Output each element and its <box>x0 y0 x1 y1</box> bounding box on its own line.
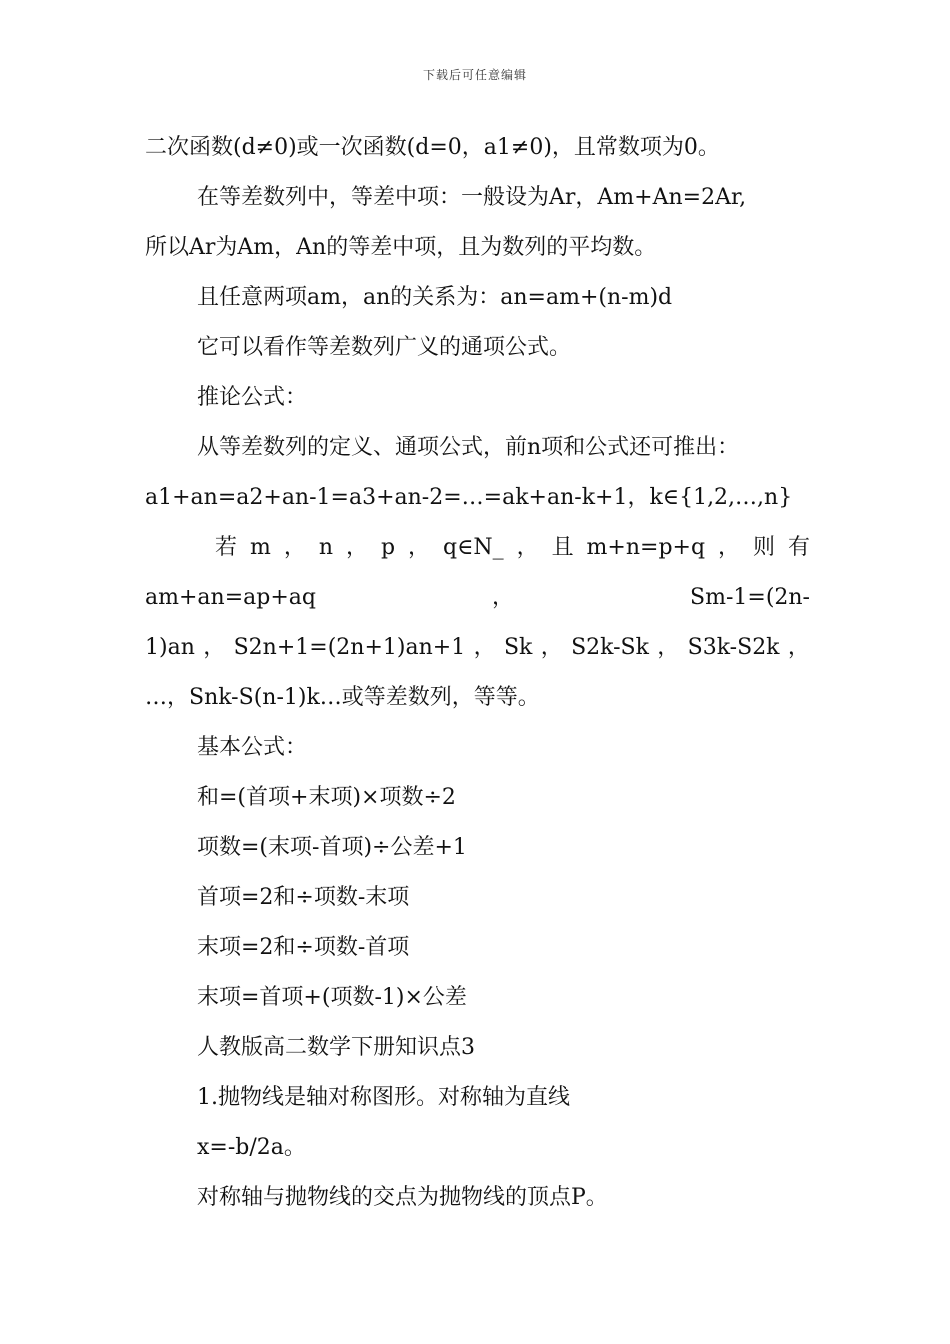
formula-line: 末项=2和÷项数-首项 <box>197 935 410 960</box>
justified-token: 若 <box>215 535 238 560</box>
justified-token: q∈N_ <box>442 535 504 560</box>
justified-token: Sk <box>503 635 533 660</box>
justified-token: 则 <box>753 535 776 560</box>
justified-token: am+an=ap+aq <box>145 585 316 610</box>
formula-line: x=-b/2a。 <box>197 1135 306 1160</box>
justified-token: ， <box>718 535 741 560</box>
paragraph-line: 且任意两项am，an的关系为：an=am+(n-m)d <box>197 285 673 310</box>
paragraph-line: a1+an=a2+an-1=a3+an-2=…=ak+an-k+1，k∈{1,2,…,n} <box>145 485 793 510</box>
paragraph-line: 对称轴与抛物线的交点为抛物线的顶点P。 <box>197 1185 608 1210</box>
justified-line <box>145 628 810 678</box>
justified-token: ， <box>408 535 431 560</box>
document-body <box>145 128 810 1228</box>
section-heading: 人教版高二数学下册知识点3 <box>197 1035 475 1060</box>
formula-line: 和=(首项+末项)×项数÷2 <box>197 785 456 810</box>
formula-line: 项数=(末项-首项)÷公差+1 <box>197 835 467 860</box>
page-header: 下载后可任意编辑 <box>422 68 527 82</box>
paragraph-line: 1.抛物线是轴对称图形。对称轴为直线 <box>197 1085 570 1110</box>
justified-token: ， <box>473 635 496 660</box>
justified-token: ， <box>540 635 563 660</box>
justified-token: S2n+1=(2n+1)an+1 <box>233 635 466 660</box>
justified-token: m <box>249 535 271 560</box>
justified-token: 有 <box>787 535 810 560</box>
justified-token: m+n=p+q <box>586 535 706 560</box>
justified-token: ， <box>203 635 226 660</box>
paragraph-line: 二次函数(d≠0)或一次函数(d=0，a1≠0)，且常数项为0。 <box>145 135 720 160</box>
paragraph-line: 所以Ar为Am，An的等差中项，且为数列的平均数。 <box>145 235 657 260</box>
justified-token: 且 <box>551 535 574 560</box>
justified-token: p <box>380 535 396 560</box>
formula-line: 首项=2和÷项数-末项 <box>197 885 410 910</box>
justified-token: ， <box>787 635 810 660</box>
justified-token: ， <box>283 535 306 560</box>
justified-token: S3k-S2k <box>687 635 780 660</box>
justified-token: ， <box>516 535 539 560</box>
formula-line: 末项=首项+(项数-1)×公差 <box>197 985 467 1010</box>
justified-line <box>145 528 810 578</box>
justified-token: ， <box>491 585 514 610</box>
paragraph-line: 推论公式： <box>197 385 308 410</box>
justified-token: S2k-Sk <box>571 635 649 660</box>
justified-token: Sm-1=(2n- <box>690 585 810 610</box>
paragraph-line: …，Snk-S(n-1)k…或等差数列，等等。 <box>145 685 540 710</box>
paragraph-line: 在等差数列中，等差中项：一般设为Ar，Am+An=2Ar, <box>197 185 747 210</box>
paragraph-line: 它可以看作等差数列广义的通项公式。 <box>197 335 572 360</box>
justified-token: ， <box>345 535 368 560</box>
justified-token: n <box>318 535 333 560</box>
justified-token: 1)an <box>145 635 195 660</box>
paragraph-line: 从等差数列的定义、通项公式，前n项和公式还可推出： <box>197 435 740 460</box>
justified-token: ， <box>657 635 680 660</box>
justified-line <box>145 578 810 628</box>
section-heading: 基本公式： <box>197 735 308 760</box>
